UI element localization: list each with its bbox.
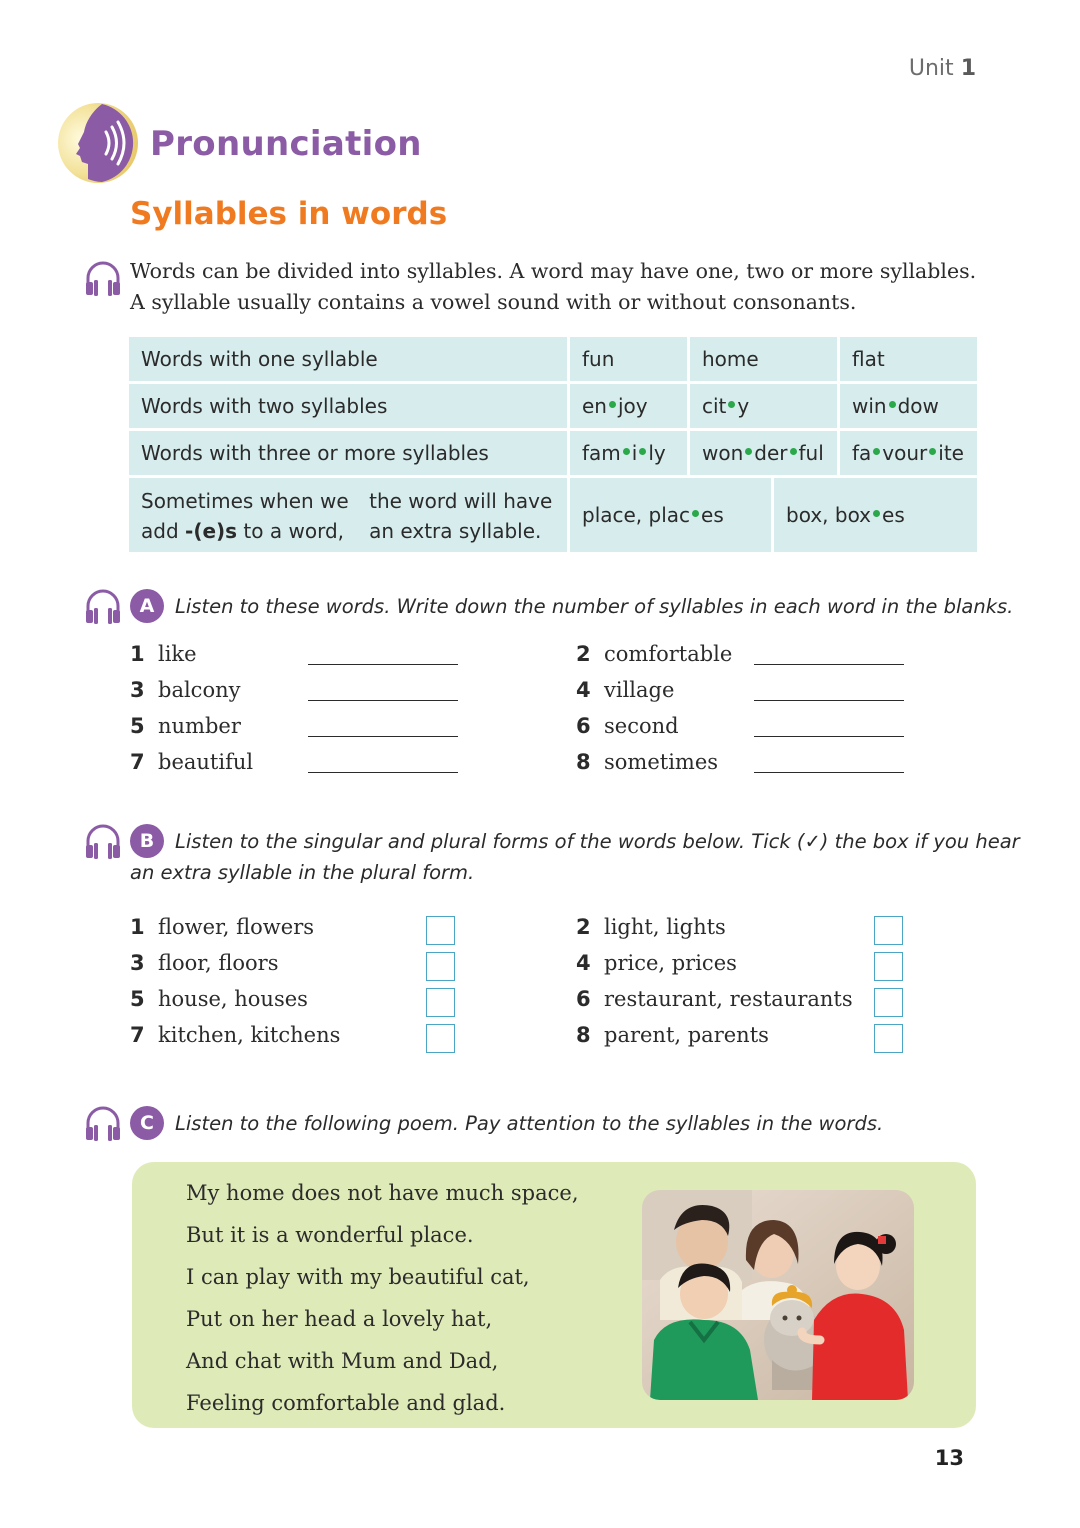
example-word: fam i ly xyxy=(570,431,687,475)
row-label: Words with three or more syllables xyxy=(129,431,567,475)
intro-line: A syllable usually contains a vowel sound with or without consonants. xyxy=(130,290,857,314)
example-word: flat xyxy=(840,337,977,381)
intro-line: Words can be divided into syllables. A word may have one, two or more syllables. xyxy=(130,259,977,283)
poem-line: My home does not have much space, xyxy=(186,1181,579,1205)
example-word: home xyxy=(690,337,837,381)
list-item: 3 balcony xyxy=(130,678,241,702)
list-item: 1 flower, flowers xyxy=(130,915,315,939)
list-item: 4 price, prices xyxy=(576,951,737,975)
list-item: 5 house, houses xyxy=(130,987,308,1011)
list-item: 7 beautiful xyxy=(130,750,254,774)
tick-box[interactable] xyxy=(426,916,455,945)
table-row xyxy=(129,431,977,475)
syllable-dot xyxy=(790,448,797,455)
tick-box[interactable] xyxy=(426,1024,455,1053)
answer-blank[interactable] xyxy=(308,700,458,701)
answer-blank[interactable] xyxy=(308,772,458,773)
example-word: cit y xyxy=(690,384,837,428)
example-word: place, plac es xyxy=(570,478,771,552)
answer-blank[interactable] xyxy=(754,736,904,737)
poem-line: Put on her head a lovely hat, xyxy=(186,1307,493,1331)
example-word: fun xyxy=(570,337,687,381)
exercise-a-instruction: Listen to these words. Write down the number of syllables in each word in the blanks. xyxy=(175,595,1014,618)
poem-line: But it is a wonderful place. xyxy=(186,1223,474,1247)
syllable-dot xyxy=(873,448,880,455)
exercise-b-instruction: an extra syllable in the plural form. xyxy=(130,861,475,884)
syllable-dot xyxy=(745,448,752,455)
example-word: box, box es xyxy=(774,478,977,552)
syllable-table xyxy=(129,337,977,555)
syllable-dot xyxy=(639,448,646,455)
exercise-c-badge: C xyxy=(130,1106,164,1140)
answer-blank[interactable] xyxy=(754,772,904,773)
exercise-c-instruction: Listen to the following poem. Pay attention to the syllables in the words. xyxy=(175,1112,884,1135)
tick-box[interactable] xyxy=(426,952,455,981)
example-word: won der ful xyxy=(690,431,837,475)
tick-box[interactable] xyxy=(874,1024,903,1053)
headphones-icon[interactable] xyxy=(84,1105,122,1143)
table-row xyxy=(129,384,977,428)
example-word: win dow xyxy=(840,384,977,428)
list-item: 6 second xyxy=(576,714,679,738)
example-word: fa vour ite xyxy=(840,431,977,475)
poem-line: Feeling comfortable and glad. xyxy=(186,1391,506,1415)
list-item: 2 light, lights xyxy=(576,915,726,939)
syllable-dot xyxy=(929,448,936,455)
unit-label: Unit 1 xyxy=(908,56,976,81)
section-title: Pronunciation xyxy=(150,124,422,164)
poem xyxy=(186,1172,579,1424)
poem-line: And chat with Mum and Dad, xyxy=(186,1349,499,1373)
syllable-dot xyxy=(609,401,616,408)
list-item: 8 parent, parents xyxy=(576,1023,769,1047)
tick-box[interactable] xyxy=(874,916,903,945)
subtitle: Syllables in words xyxy=(130,196,448,232)
syllable-dot xyxy=(692,510,699,517)
answer-blank[interactable] xyxy=(754,700,904,701)
list-item: 5 number xyxy=(130,714,241,738)
page-number: 13 xyxy=(934,1446,964,1470)
answer-blank[interactable] xyxy=(308,664,458,665)
list-item: 8 sometimes xyxy=(576,750,719,774)
row-label: Sometimes when we add -(e)s to a word, the word will have an extra syllable. xyxy=(129,478,567,552)
row-label: Words with two syllables xyxy=(129,384,567,428)
family-photo xyxy=(642,1190,914,1400)
list-item: 6 restaurant, restaurants xyxy=(576,987,853,1011)
syllable-dot xyxy=(889,401,896,408)
syllable-dot xyxy=(873,510,880,517)
list-item: 4 village xyxy=(576,678,675,702)
poem-line: I can play with my beautiful cat, xyxy=(186,1265,530,1289)
table-row xyxy=(129,337,977,381)
exercise-a-badge: A xyxy=(130,589,164,623)
list-item: 1 like xyxy=(130,642,197,666)
tick-box[interactable] xyxy=(874,988,903,1017)
list-item: 2 comfortable xyxy=(576,642,733,666)
answer-blank[interactable] xyxy=(754,664,904,665)
example-word: en joy xyxy=(570,384,687,428)
tick-box[interactable] xyxy=(874,952,903,981)
headphones-icon[interactable] xyxy=(84,260,122,298)
headphones-icon[interactable] xyxy=(84,588,122,626)
table-row xyxy=(129,478,977,552)
syllable-dot xyxy=(728,401,735,408)
syllable-dot xyxy=(623,448,630,455)
answer-blank[interactable] xyxy=(308,736,458,737)
unit-number: 1 xyxy=(960,56,976,81)
tick-box[interactable] xyxy=(426,988,455,1017)
exercise-b-instruction: Listen to the singular and plural forms of the words below. Tick (✓) the box if you hear xyxy=(175,830,1020,853)
exercise-b-badge: B xyxy=(130,824,164,858)
headphones-icon[interactable] xyxy=(84,823,122,861)
intro-text xyxy=(130,256,1000,318)
list-item: 7 kitchen, kitchens xyxy=(130,1023,341,1047)
row-label: Words with one syllable xyxy=(129,337,567,381)
list-item: 3 floor, floors xyxy=(130,951,279,975)
speaker-head-icon xyxy=(58,102,140,184)
